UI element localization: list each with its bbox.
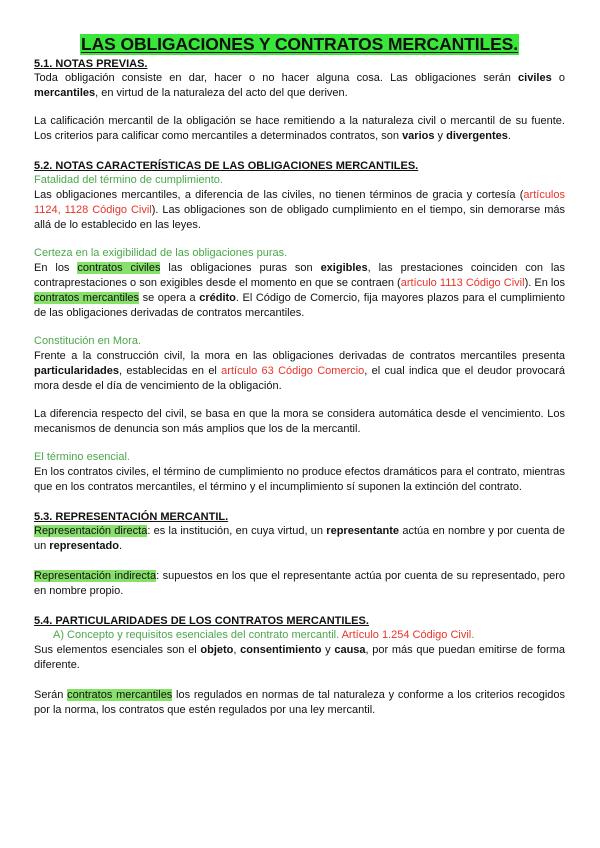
paragraph: Toda obligación consiste en dar, hacer o no hacer alguna cosa. Las obligaciones serán civiles o mercantiles, en virtud de la naturaleza del acto del que deriven. [34,72,565,99]
section-heading-5-3: 5.3. REPRESENTACIÓN MERCANTIL. [34,511,229,523]
subheading: Fatalidad del término de cumplimiento. [34,174,223,186]
paragraph: Representación directa: es la institución, en cuya virtud, un representante actúa en nombre y por cuenta de un representado. [34,525,565,552]
paragraph: La calificación mercantil de la obligación se hace remitiendo a la naturaleza civil o mercantil de su fuente. Los criterios para calificar como mercantiles a determinados contratos, son varios y divergentes. [34,115,565,142]
paragraph: Las obligaciones mercantiles, a diferencia de las civiles, no tienen términos de gracia y cortesía (artículos 1124, 1128 Código Civil). Las obligaciones son de obligado cumplimiento en el tiempo, sin demorarse más allá de lo establecido en las leyes. [34,189,565,231]
paragraph: En los contratos civiles las obligaciones puras son exigibles, las prestaciones coinciden con las contraprestaciones o son exigibles desde el momento en que se contraen (artículo 1113 Código Civil). En los contratos mercantiles se opera a crédito. El Código de Comercio, fija mayores plazos para el cumplimiento de las obligaciones derivadas de contratos mercantiles. [34,262,566,319]
paragraph: La diferencia respecto del civil, se basa en que la mora se considera automática desde el vencimiento. Los mecanismos de denuncia son más amplios que los de la mercantil. [34,408,565,435]
section-heading-5-4: 5.4. PARTICULARIDADES DE LOS CONTRATOS MERCANTILES. [34,615,369,627]
document-title: LAS OBLIGACIONES Y CONTRATOS MERCANTILES. [81,34,518,54]
subheading: Constitución en Mora. [34,335,141,347]
subheading: Certeza en la exigibilidad de las obligaciones puras. [34,247,288,259]
section-heading-5-2: 5.2. NOTAS CARACTERÍSTICAS DE LAS OBLIGACIONES MERCANTILES. [34,160,419,172]
paragraph: En los contratos civiles, el término de cumplimiento no produce efectos dramáticos para el contrato, mientras que en los contratos mercantiles, el término y el incumplimiento sí suponen la extinción del contrato. [34,466,565,493]
title-wrap [34,34,565,55]
subheading: El término esencial. [34,451,130,463]
paragraph: Frente a la construcción civil, la mora en las obligaciones derivadas de contratos mercantiles presenta particularidades, establecidas en el artículo 63 Código Comercio, el cual indica que el deudor provocará mora desde el día de vencimiento de la obligación. [34,350,565,392]
paragraph: Representación indirecta: supuestos en los que el representante actúa por cuenta de su representado, pero en nombre propio. [34,570,565,597]
subheading: A) Concepto y requisitos esenciales del contrato mercantil. Artículo 1.254 Código Civil. [53,629,475,641]
paragraph: Serán contratos mercantiles los regulados en normas de tal naturaleza y conforme a los criterios recogidos por la norma, los contratos que estén regulados por una ley mercantil. [34,689,565,716]
paragraph: Sus elementos esenciales son el objeto, consentimiento y causa, por más que puedan emitirse de forma diferente. [34,644,565,671]
section-heading-5-1: 5.1. NOTAS PREVIAS. [34,58,148,70]
